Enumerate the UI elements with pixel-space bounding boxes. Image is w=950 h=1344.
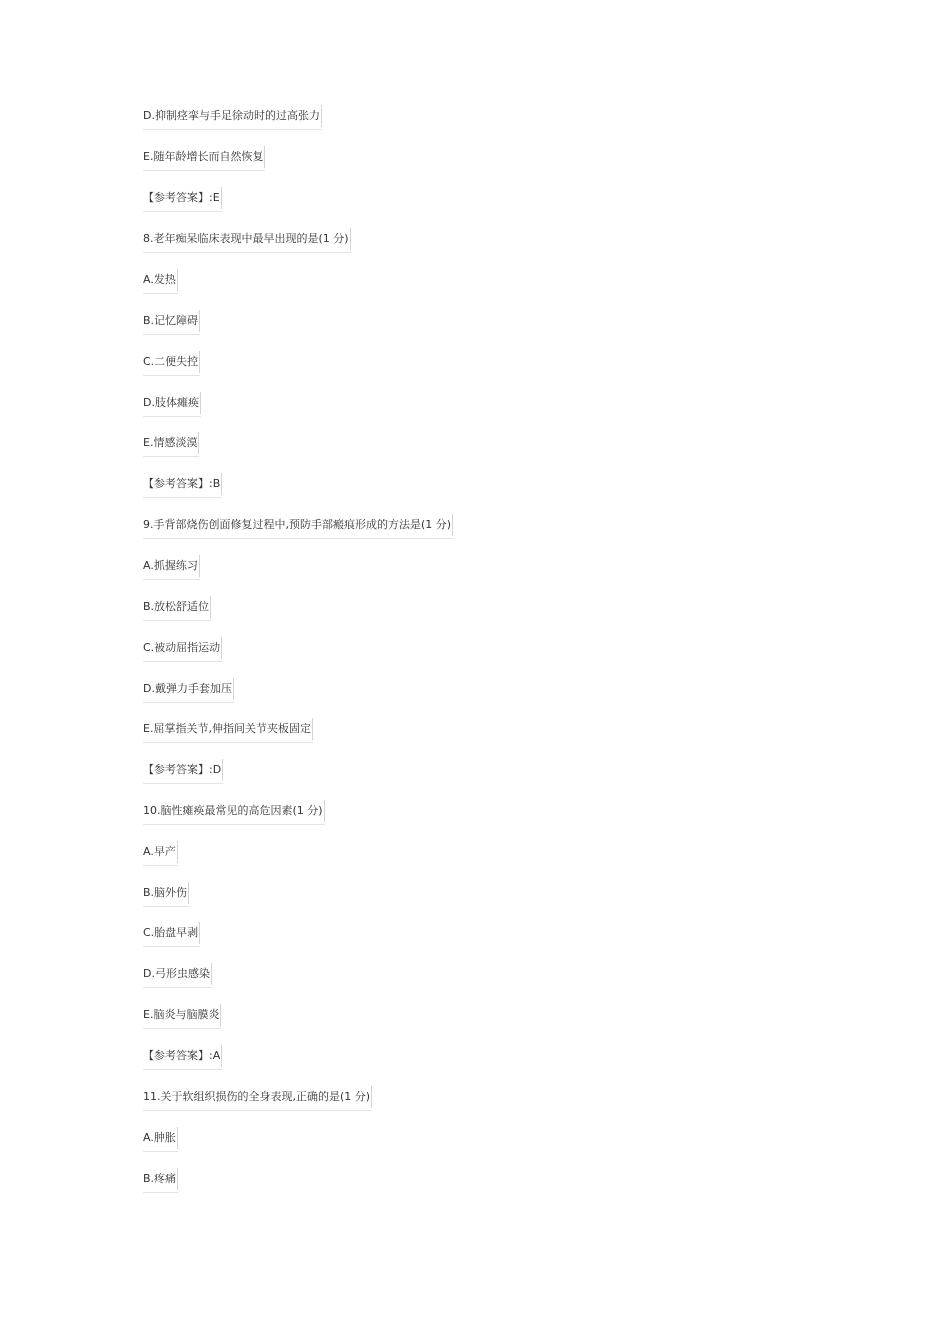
option-10a: A.早产 (143, 841, 178, 863)
question-10: 10.脑性瘫痪最常见的高危因素(1 分) (143, 800, 325, 822)
option-8a: A.发热 (143, 269, 178, 291)
option-8d: D.肢体瘫痪 (143, 392, 201, 414)
option-10b: B.脑外伤 (143, 882, 189, 904)
option-9c: C.被动屈指运动 (143, 637, 222, 659)
option-9a: A.抓握练习 (143, 555, 200, 577)
option-7d: D.抑制痉挛与手足徐动时的过高张力 (143, 105, 322, 127)
option-11a: A.肿胀 (143, 1127, 178, 1149)
answer-7: 【参考答案】:E (143, 187, 222, 209)
answer-10: 【参考答案】:A (143, 1045, 222, 1067)
option-10e: E.脑炎与脑膜炎 (143, 1004, 221, 1026)
answer-9: 【参考答案】:D (143, 759, 223, 781)
option-8e: E.情感淡漠 (143, 432, 199, 454)
option-9e: E.屈掌指关节,伸指间关节夹板固定 (143, 718, 313, 740)
option-8c: C.二便失控 (143, 351, 200, 373)
question-9: 9.手背部烧伤创面修复过程中,预防手部瘢痕形成的方法是(1 分) (143, 514, 453, 536)
question-8: 8.老年痴呆临床表现中最早出现的是(1 分) (143, 228, 351, 250)
option-9d: D.戴弹力手套加压 (143, 678, 234, 700)
option-8b: B.记忆障碍 (143, 310, 200, 332)
question-11: 11.关于软组织损伤的全身表现,正确的是(1 分) (143, 1086, 372, 1108)
option-10c: C.胎盘早剥 (143, 922, 200, 944)
answer-8: 【参考答案】:B (143, 473, 222, 495)
option-10d: D.弓形虫感染 (143, 963, 212, 985)
option-11b: B.疼痛 (143, 1168, 178, 1190)
option-9b: B.放松舒适位 (143, 596, 211, 618)
option-7e: E.随年龄增长而自然恢复 (143, 146, 265, 168)
